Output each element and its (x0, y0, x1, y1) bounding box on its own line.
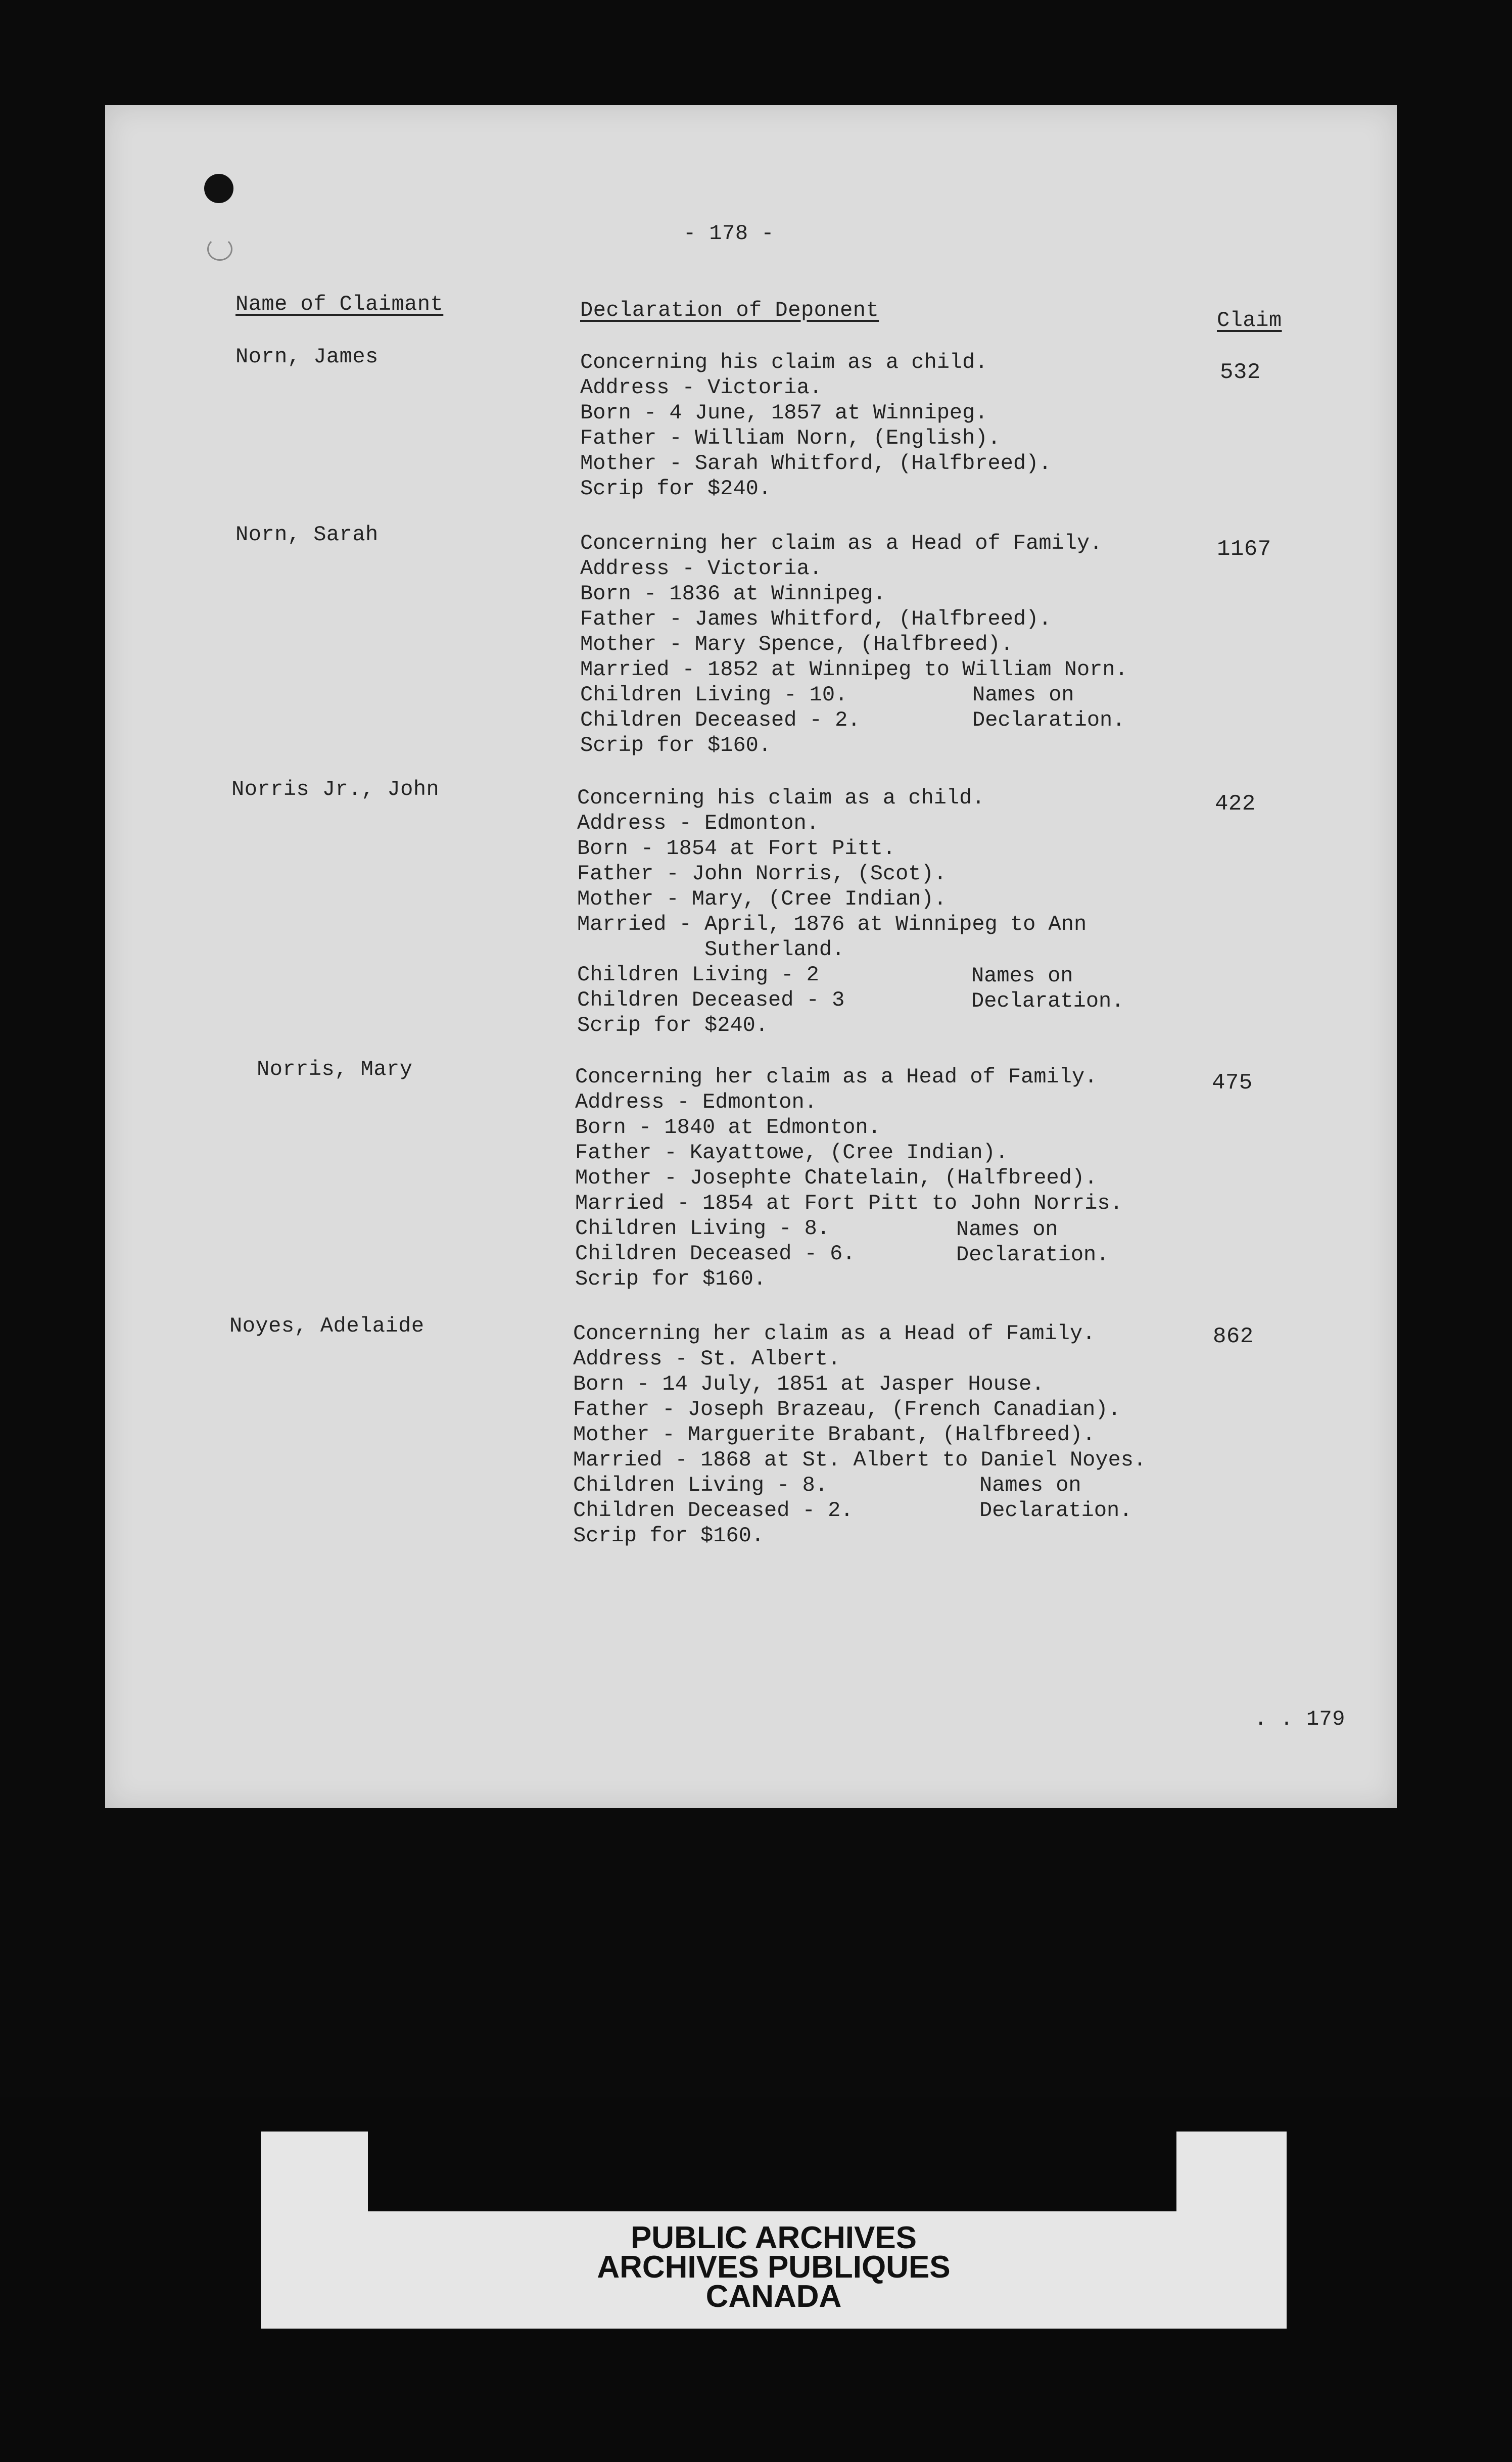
declaration-line: Concerning her claim as a Head of Family. (573, 1321, 1096, 1346)
stamp-line: PUBLIC ARCHIVES (630, 2220, 917, 2255)
note-line: Declaration. (971, 989, 1124, 1013)
claimant-name: Noyes, Adelaide (229, 1314, 424, 1338)
note-line: Names on (972, 683, 1074, 707)
claimant-name: Norn, James (235, 345, 379, 369)
archives-stamp-notch (368, 2132, 1176, 2211)
declaration-line: Born - 4 June, 1857 at Winnipeg. (580, 401, 988, 425)
declaration-line: Married - 1868 at St. Albert to Daniel Noyes. (573, 1448, 1147, 1472)
claim-number: 532 (1220, 360, 1261, 385)
declaration-line: Children Living - 2 (577, 963, 819, 987)
claimant-name: Norn, Sarah (235, 523, 379, 547)
declaration-line: Children Deceased - 3 (577, 988, 845, 1012)
names-on-declaration-note (971, 963, 1124, 1014)
claim-number: 862 (1213, 1324, 1254, 1349)
declaration-line: Mother - Mary Spence, (Halfbreed). (580, 632, 1013, 656)
claim-number: 1167 (1217, 537, 1271, 562)
declaration-line: Scrip for $240. (577, 1013, 769, 1037)
declaration-line: Mother - Marguerite Brabant, (Halfbreed). (573, 1423, 1096, 1447)
declaration-line: Scrip for $240. (580, 477, 772, 501)
declaration-line: Children Deceased - 2. (580, 708, 861, 732)
names-on-declaration-note (972, 682, 1125, 733)
declaration-line: Address - St. Albert. (573, 1347, 841, 1371)
names-on-declaration-note (979, 1473, 1132, 1523)
declaration-line: Children Deceased - 2. (573, 1498, 854, 1523)
next-page-reference: . . 179 (1254, 1707, 1345, 1731)
declaration-line: Father - William Norn, (English). (580, 426, 1001, 450)
note-line: Declaration. (979, 1498, 1132, 1523)
header-claim: Claim (1217, 308, 1282, 333)
declaration-line: Married - April, 1876 at Winnipeg to Ann (577, 912, 1087, 936)
note-line: Names on (971, 964, 1073, 988)
stamp-line: CANADA (705, 2279, 842, 2314)
punch-hole-mark (207, 238, 232, 261)
declaration-line: Address - Edmonton. (575, 1090, 817, 1114)
declaration-line: Born - 1836 at Winnipeg. (580, 582, 886, 606)
declaration-line: Children Deceased - 6. (575, 1242, 856, 1266)
declaration-line: Concerning his claim as a child. (580, 350, 988, 374)
declaration-line: Address - Victoria. (580, 375, 822, 400)
declaration-line: Born - 1840 at Edmonton. (575, 1115, 881, 1140)
claim-number: 475 (1212, 1070, 1253, 1096)
declaration-line: Mother - Mary, (Cree Indian). (577, 887, 947, 911)
declaration-line: Scrip for $160. (580, 733, 772, 757)
names-on-declaration-note (956, 1217, 1109, 1267)
page-number: - 178 - (683, 221, 774, 246)
declaration-line: Born - 14 July, 1851 at Jasper House. (573, 1372, 1045, 1396)
declaration-line: Concerning his claim as a child. (577, 786, 985, 810)
declaration-line: Children Living - 8. (575, 1216, 830, 1241)
declaration-line: Children Living - 10. (580, 683, 848, 707)
declaration-block (580, 350, 1052, 501)
declaration-line: Concerning her claim as a Head of Family. (580, 531, 1103, 555)
declaration-line: Father - Joseph Brazeau, (French Canadian). (573, 1397, 1121, 1422)
declaration-line: Married - 1854 at Fort Pitt to John Norris. (575, 1191, 1123, 1215)
declaration-line: Address - Victoria. (580, 556, 822, 581)
punch-hole (204, 174, 233, 203)
note-line: Declaration. (972, 708, 1125, 732)
header-name-of-claimant: Name of Claimant (235, 292, 444, 316)
declaration-line: Children Living - 8. (573, 1473, 828, 1497)
note-line: Names on (979, 1473, 1081, 1497)
declaration-line: Father - John Norris, (Scot). (577, 862, 947, 886)
note-line: Declaration. (956, 1243, 1109, 1267)
declaration-line: Mother - Josephte Chatelain, (Halfbreed). (575, 1166, 1098, 1190)
claimant-name: Norris Jr., John (231, 777, 440, 801)
declaration-line: Father - Kayattowe, (Cree Indian). (575, 1141, 1008, 1165)
note-line: Names on (956, 1217, 1058, 1242)
declaration-line: Scrip for $160. (575, 1267, 767, 1291)
declaration-line: Married - 1852 at Winnipeg to William Norn. (580, 657, 1128, 682)
claimant-name: Norris, Mary (257, 1057, 413, 1081)
declaration-line: Concerning her claim as a Head of Family. (575, 1065, 1098, 1089)
declaration-line: Born - 1854 at Fort Pitt. (577, 836, 896, 861)
claim-number: 422 (1215, 791, 1256, 817)
stamp-line: ARCHIVES PUBLIQUES (597, 2250, 951, 2285)
declaration-line: Address - Edmonton. (577, 811, 819, 835)
declaration-line: Father - James Whitford, (Halfbreed). (580, 607, 1052, 631)
declaration-line: Scrip for $160. (573, 1524, 765, 1548)
declaration-line: Sutherland. (577, 937, 845, 962)
declaration-line: Mother - Sarah Whitford, (Halfbreed). (580, 451, 1052, 476)
header-declaration-of-deponent: Declaration of Deponent (580, 298, 879, 322)
archives-stamp (261, 2220, 1287, 2314)
